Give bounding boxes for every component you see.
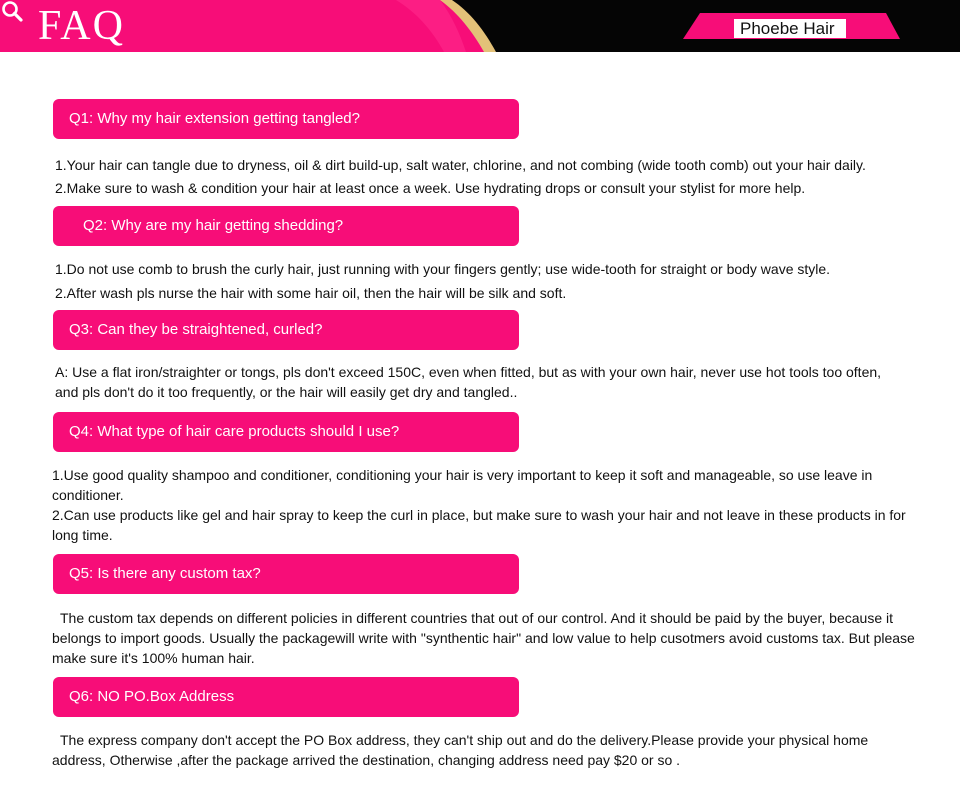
- faq-question-5: Q5: Is there any custom tax?: [53, 554, 519, 594]
- faq-answer-5: [52, 608, 918, 668]
- faq-question-1: Q1: Why my hair extension getting tangled?: [53, 99, 519, 139]
- answer-line: 1.Do not use comb to brush the curly hair, just running with your fingers gently; use wide-tooth for straight or body wave style.: [55, 261, 831, 277]
- answer-line: 2.Make sure to wash & condition your hair at least once a week. Use hydrating drops or consult your stylist for more help.: [55, 180, 806, 196]
- search-icon[interactable]: [0, 0, 26, 24]
- faq-answer-6: [52, 730, 900, 770]
- faq-answer-4: [52, 465, 914, 545]
- header-banner: [0, 0, 960, 52]
- answer-line: The custom tax depends on different policies in different countries that out of our control. And it should be paid by the buyer, because it belongs to import goods. Usually the packagewill write with "synthentic hair" and low value to help cusotmers avoid customs tax. But please make sure it's 100% human hair.: [52, 610, 915, 666]
- answer-line: 2.After wash pls nurse the hair with some hair oil, then the hair will be silk and soft.: [55, 285, 567, 301]
- faq-answer-3: [55, 362, 885, 402]
- faq-answer-2: [55, 257, 935, 305]
- search-text[interactable]: Phoebe Hair: [734, 19, 846, 38]
- answer-line: 1.Your hair can tangle due to dryness, oil & dirt build-up, salt water, chlorine, and not combing (wide tooth comb) out your hair daily.: [55, 157, 866, 173]
- faq-answer-1: [55, 154, 935, 200]
- faq-question-6: Q6: NO PO.Box Address: [53, 677, 519, 717]
- answer-line: The express company don't accept the PO Box address, they can't ship out and do the delivery.Please provide your physical home address, Otherwise ,after the package arrived the destination, changing address need pay $20 or so .: [52, 732, 869, 768]
- faq-question-3: Q3: Can they be straightened, curled?: [53, 310, 519, 350]
- page-title: FAQ: [38, 3, 125, 49]
- answer-line: A: Use a flat iron/straighter or tongs, pls don't exceed 150C, even when fitted, but as with your own hair, never use hot tools too often, and pls don't do it too frequently, or the hair will easily get dry and tangled..: [55, 364, 882, 400]
- faq-question-4: Q4: What type of hair care products should I use?: [53, 412, 519, 452]
- answer-line: 1.Use good quality shampoo and conditioner, conditioning your hair is very important to keep it soft and manageable, so use leave in conditioner.: [52, 467, 873, 503]
- answer-line: 2.Can use products like gel and hair spray to keep the curl in place, but make sure to wash your hair and not leave in these products in for long time.: [52, 507, 906, 543]
- faq-question-2: Q2: Why are my hair getting shedding?: [53, 206, 519, 246]
